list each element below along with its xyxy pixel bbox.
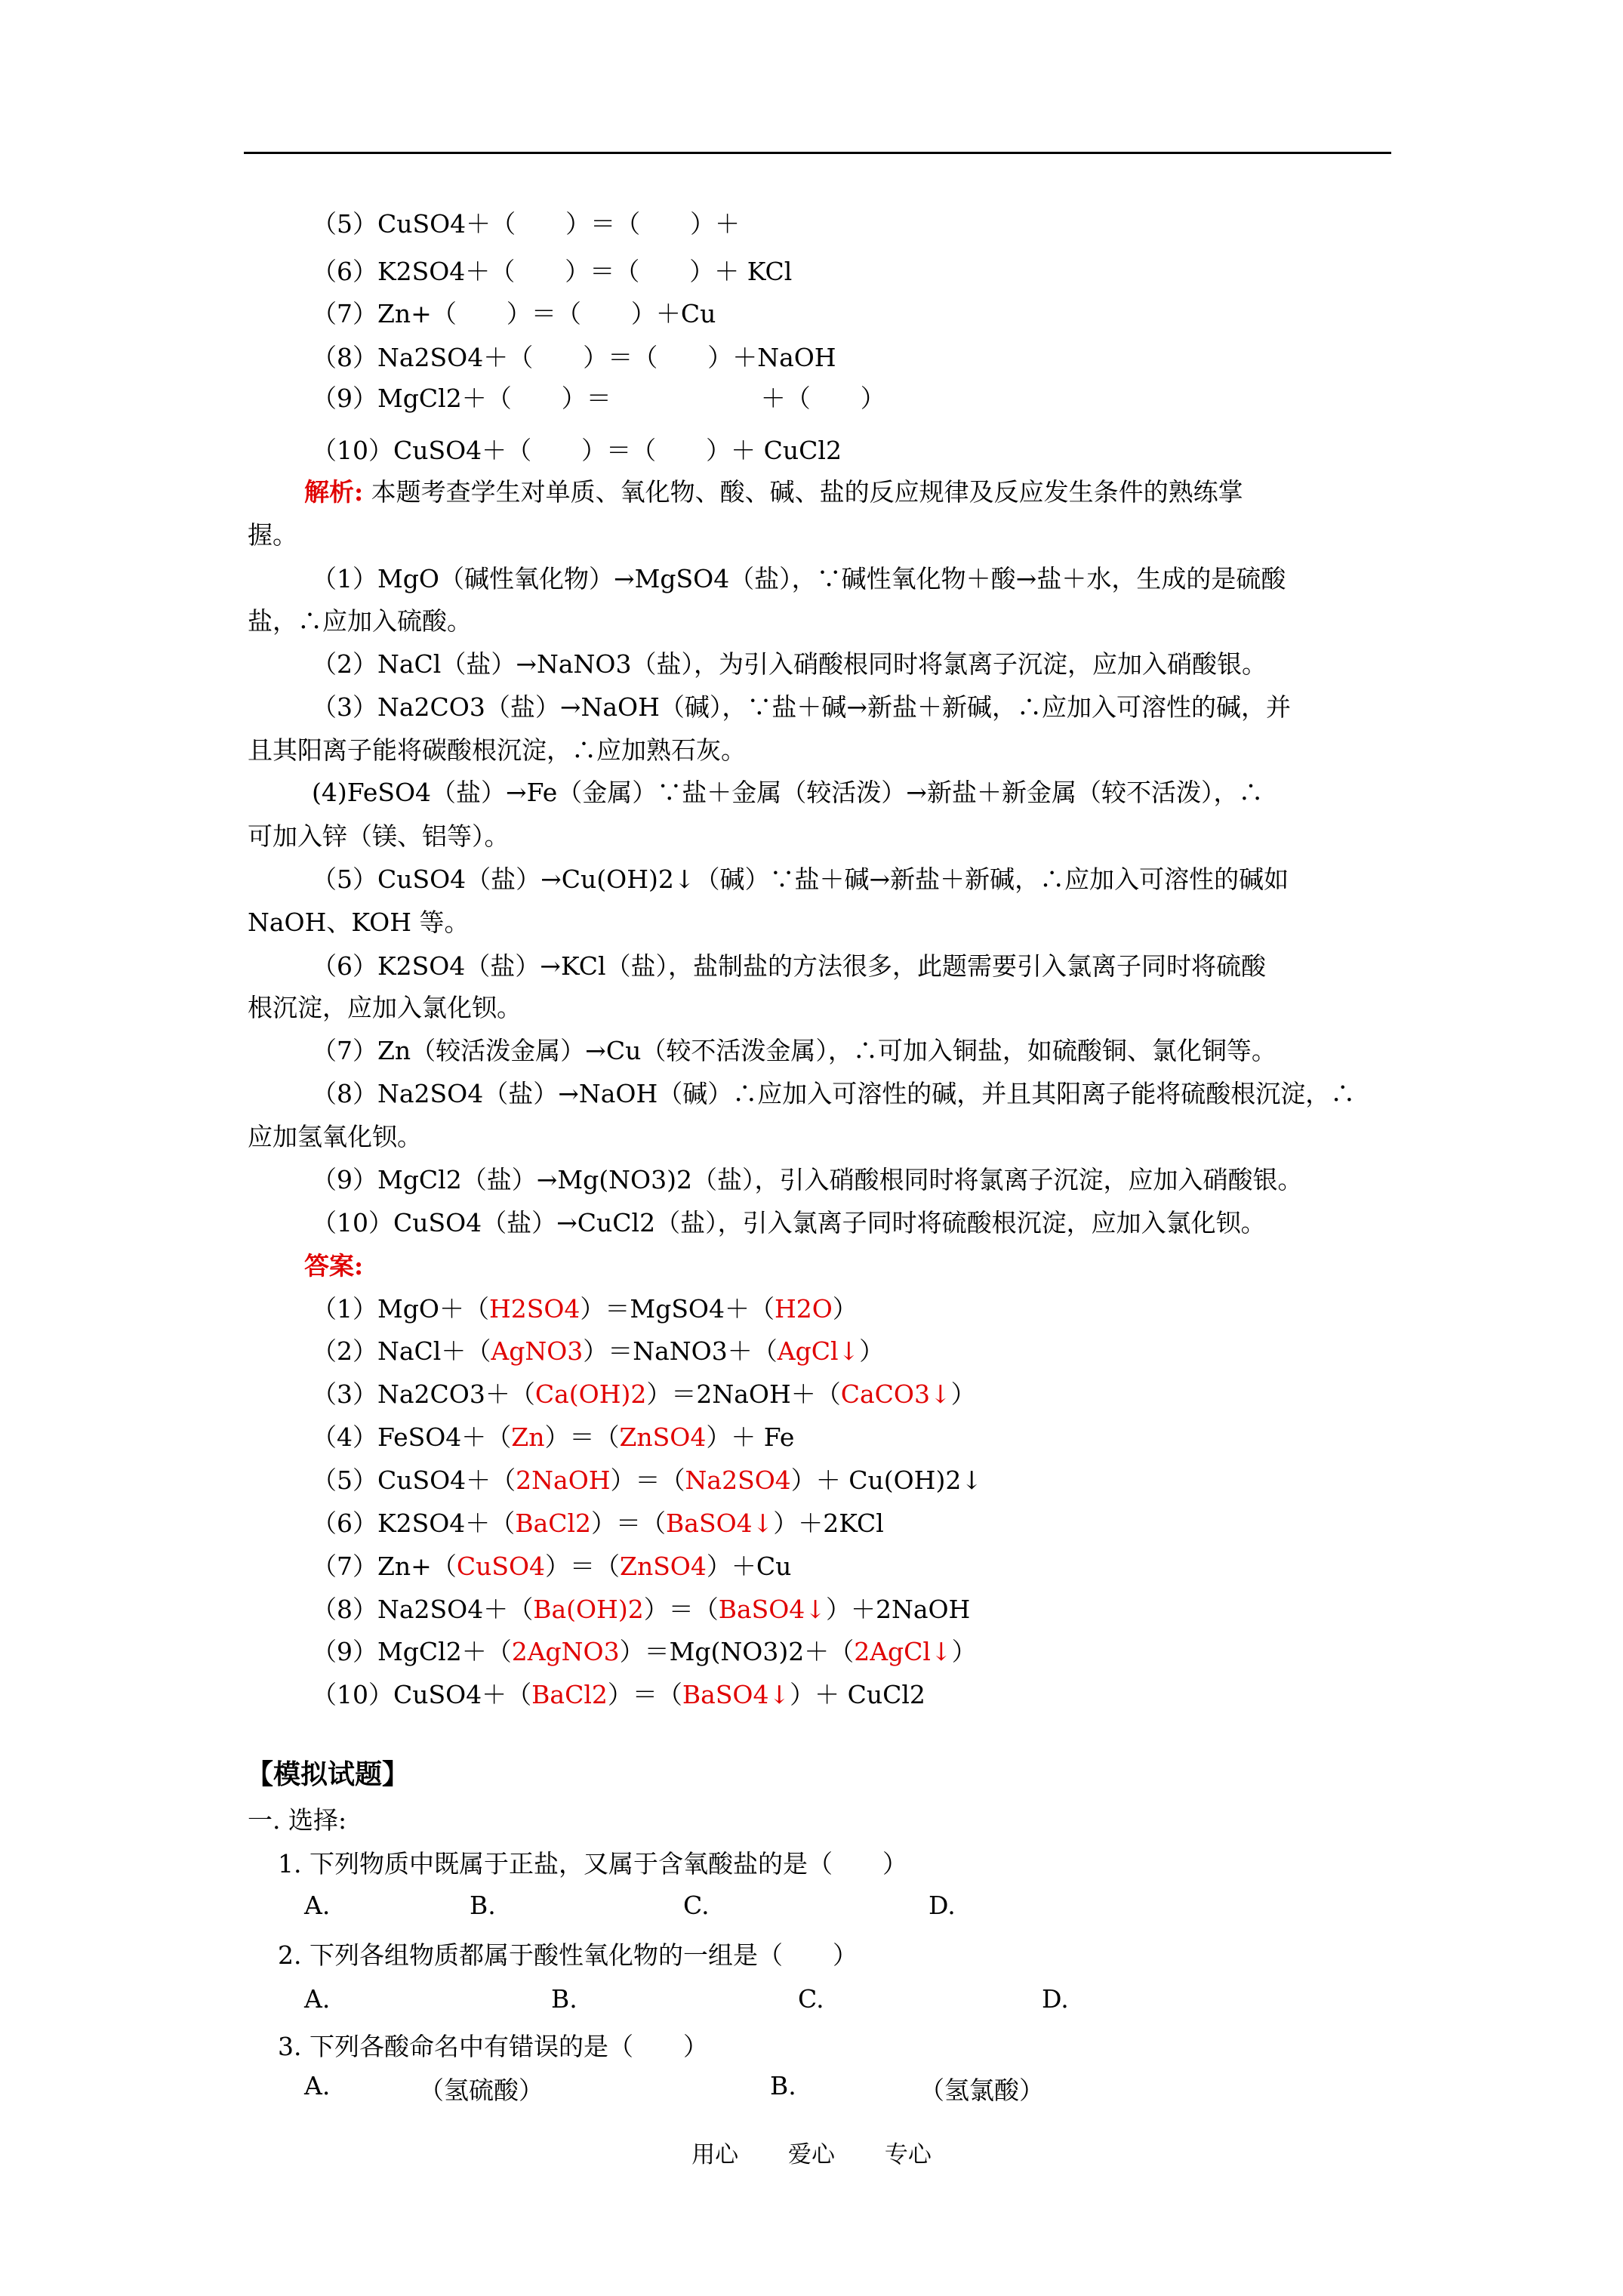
- option-c: C.: [798, 1984, 824, 2014]
- analysis-line: （10）CuSO4（盐）→CuCl2（盐），引入氯离子同时将硫酸根沉淀，应加入氯化钡。: [312, 1208, 1266, 1237]
- answer-line: （7）Zn+（CuSO4）＝（ZnSO4）＋Cu: [312, 1552, 792, 1581]
- answer-line: （4）FeSO4＋（Zn）＝（ZnSO4）＋ Fe: [312, 1422, 795, 1452]
- option-c: C.: [683, 1891, 710, 1920]
- option-b: B.: [470, 1891, 496, 1920]
- question-2: 2. 下列各组物质都属于酸性氧化物的一组是（ ）: [278, 1940, 858, 1970]
- analysis-line: （8）Na2SO4（盐）→NaOH（碱）∴应加入可溶性的碱，并且其阳离子能将硫酸根沉淀，∴: [312, 1079, 1356, 1108]
- question-3: 3. 下列各酸命名中有错误的是（ ）: [278, 2032, 708, 2061]
- answers-label: 答案:: [304, 1251, 364, 1281]
- answer-line: （10）CuSO4＋（BaCl2）＝（BaSO4↓）＋ CuCl2: [312, 1680, 925, 1709]
- question-line: （10）CuSO4＋（ ）＝（ ）＋ CuCl2: [312, 436, 842, 465]
- analysis-intro: 解析: 本题考查学生对单质、氧化物、酸、碱、盐的反应规律及反应发生条件的熟练掌: [304, 477, 1243, 507]
- footer-text: 用心: [691, 2141, 739, 2168]
- question-line: （5）CuSO4＋（ ）＝（ ）＋: [312, 209, 741, 239]
- analysis-label: 解析:: [304, 477, 364, 507]
- question-line: （7）Zn+（ ）＝（ ）＋Cu: [312, 299, 716, 328]
- question-line: （9）MgCl2＋（ ）＝ ＋（ ）: [312, 384, 885, 413]
- option-d: D.: [929, 1891, 956, 1920]
- answer-line: （6）K2SO4＋（BaCl2）＝（BaSO4↓）＋2KCl: [312, 1509, 884, 1538]
- analysis-line: 应加氢氧化钡。: [248, 1122, 422, 1151]
- analysis-line: （2）NaCl（盐）→NaNO3（盐），为引入硝酸根同时将氯离子沉淀，应加入硝酸银。: [312, 649, 1267, 679]
- option-a: A.: [304, 1891, 331, 1920]
- analysis-line: NaOH、KOH 等。: [248, 908, 470, 937]
- answer-line: （5）CuSO4＋（2NaOH）＝（Na2SO4）＋ Cu(OH)2↓: [312, 1465, 982, 1495]
- analysis-line: 可加入锌（镁、铝等）。: [248, 821, 510, 851]
- answer-line: （2）NaCl＋（AgNO3）＝NaNO3＋（AgCl↓）: [312, 1336, 885, 1366]
- question-line: （6）K2SO4＋（ ）＝（ ）＋ KCl: [312, 257, 793, 286]
- analysis-line: （3）Na2CO3（盐）→NaOH（碱），∵盐＋碱→新盐＋新碱，∴应加入可溶性的碱，并: [312, 692, 1292, 722]
- option-a-text: （氢硫酸）: [419, 2076, 544, 2105]
- option-a: A.: [304, 2071, 331, 2100]
- analysis-line: 盐，∴应加入硫酸。: [248, 606, 472, 636]
- question-1: 1. 下列物质中既属于正盐，又属于含氧酸盐的是（ ）: [278, 1849, 907, 1878]
- option-b-text: （氢氯酸）: [919, 2076, 1044, 2105]
- option-a: A.: [304, 1984, 331, 2014]
- analysis-line: 且其阳离子能将碳酸根沉淀，∴应加熟石灰。: [248, 735, 746, 765]
- option-b: B.: [551, 1984, 577, 2014]
- question-line: （8）Na2SO4＋（ ）＝（ ）＋NaOH: [312, 343, 836, 372]
- answer-line: （1）MgO＋（H2SO4）＝MgSO4＋（H2O）: [312, 1294, 858, 1324]
- analysis-line: （9）MgCl2（盐）→Mg(NO3)2（盐），引入硝酸根同时将氯离子沉淀，应加入硝酸银。: [312, 1165, 1303, 1194]
- section-title: 【模拟试题】: [246, 1758, 410, 1790]
- analysis-line: （6）K2SO4（盐）→KCl（盐），盐制盐的方法很多，此题需要引入氯离子同时将硫酸: [312, 951, 1267, 981]
- footer-text: 爱心: [788, 2141, 835, 2168]
- option-b: B.: [770, 2071, 796, 2100]
- answer-line: （8）Na2SO4＋（Ba(OH)2）＝（BaSO4↓）＋2NaOH: [312, 1595, 971, 1624]
- header-rule: [244, 152, 1391, 154]
- answer-line: （9）MgCl2＋（2AgNO3）＝Mg(NO3)2＋（2AgCl↓）: [312, 1637, 977, 1666]
- analysis-line: （1）MgO（碱性氧化物）→MgSO4（盐），∵碱性氧化物＋酸→盐＋水，生成的是硫酸: [312, 564, 1286, 593]
- answer-line: （3）Na2CO3＋（Ca(OH)2）＝2NaOH＋（CaCO3↓）: [312, 1379, 976, 1409]
- analysis-line: 根沉淀，应加入氯化钡。: [248, 993, 522, 1022]
- section-subtitle: 一. 选择:: [248, 1805, 347, 1835]
- analysis-line: （7）Zn（较活泼金属）→Cu（较不活泼金属），∴可加入铜盐，如硫酸铜、氯化铜等。: [312, 1036, 1277, 1065]
- page-footer: [0, 2135, 1623, 2169]
- analysis-intro-cont: 握。: [248, 520, 297, 550]
- footer-text: 专心: [884, 2141, 932, 2168]
- option-d: D.: [1042, 1984, 1069, 2014]
- analysis-line: （5）CuSO4（盐）→Cu(OH)2↓（碱）∵盐＋碱→新盐＋新碱，∴应加入可溶性的碱如: [312, 864, 1289, 894]
- analysis-line: (4)FeSO4（盐）→Fe（金属）∵盐＋金属（较活泼）→新盐＋新金属（较不活泼），∴: [312, 778, 1264, 807]
